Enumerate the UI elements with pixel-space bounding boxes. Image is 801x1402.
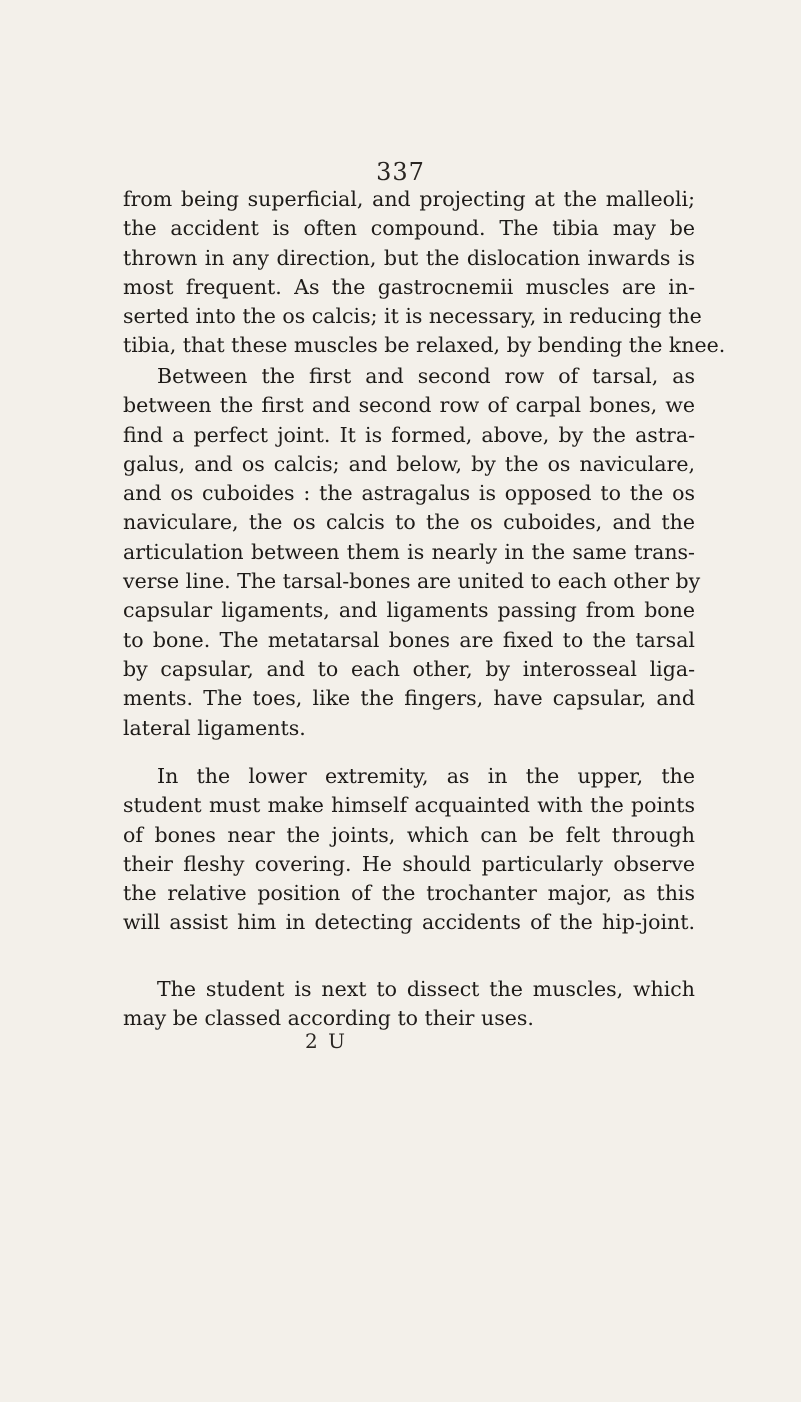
text-line: their fleshy covering. He should particularly observe <box>123 851 695 876</box>
text-line: naviculare, the os calcis to the os cuboides, and the <box>123 510 695 535</box>
text-line: The student is next to dissect the muscles, which <box>157 977 695 1001</box>
text-line: tibia, that these muscles be relaxed, by bending the knee. <box>123 333 726 358</box>
text-line: articulation between them is nearly in the same trans- <box>123 539 695 564</box>
text-line: from being superficial, and projecting at the malleoli; <box>123 187 695 211</box>
text-line: between the first and second row of carpal bones, we <box>123 393 695 418</box>
text-line: capsular ligaments, and ligaments passing from bone <box>123 598 695 623</box>
paragraph-3 <box>123 762 695 938</box>
text-line: Between the first and second row of tarsal, as <box>157 364 695 388</box>
text-line: and os cuboides : the astragalus is opposed to the os <box>123 481 695 506</box>
text-line: the accident is often compound. The tibia may be <box>123 216 695 241</box>
signature-mark: 2 U <box>305 1029 347 1053</box>
page-number: 337 <box>376 158 425 186</box>
paragraph-2 <box>123 362 701 743</box>
text-line: the relative position of the trochanter major, as this <box>123 881 695 906</box>
text-line: to bone. The metatarsal bones are fixed to the tarsal <box>123 627 695 652</box>
text-line: find a perfect joint. It is formed, above, by the astra- <box>123 422 695 447</box>
text-line: will assist him in detecting accidents of the hip-joint. <box>123 910 695 935</box>
text-line: In the lower extremity, as in the upper, the <box>157 764 695 788</box>
text-line: of bones near the joints, which can be felt through <box>123 822 695 847</box>
text-line: serted into the os calcis; it is necessary, in reducing the <box>123 304 702 329</box>
text-line: may be classed according to their uses. <box>123 1006 534 1031</box>
text-line: most frequent. As the gastrocnemii muscles are in- <box>123 274 695 299</box>
text-line: galus, and os calcis; and below, by the os naviculare, <box>123 451 695 476</box>
text-line: ments. The toes, like the fingers, have capsular, and <box>123 686 695 711</box>
paragraph-4 <box>123 975 695 1034</box>
paragraph-1 <box>123 185 726 361</box>
text-line: student must make himself acquainted with the points <box>123 793 695 818</box>
text-line: verse line. The tarsal-bones are united to each other by <box>123 569 701 594</box>
text-line: thrown in any direction, but the dislocation inwards is <box>123 245 695 270</box>
text-line: by capsular, and to each other, by interosseal liga- <box>123 656 695 681</box>
text-line: lateral ligaments. <box>123 715 306 740</box>
